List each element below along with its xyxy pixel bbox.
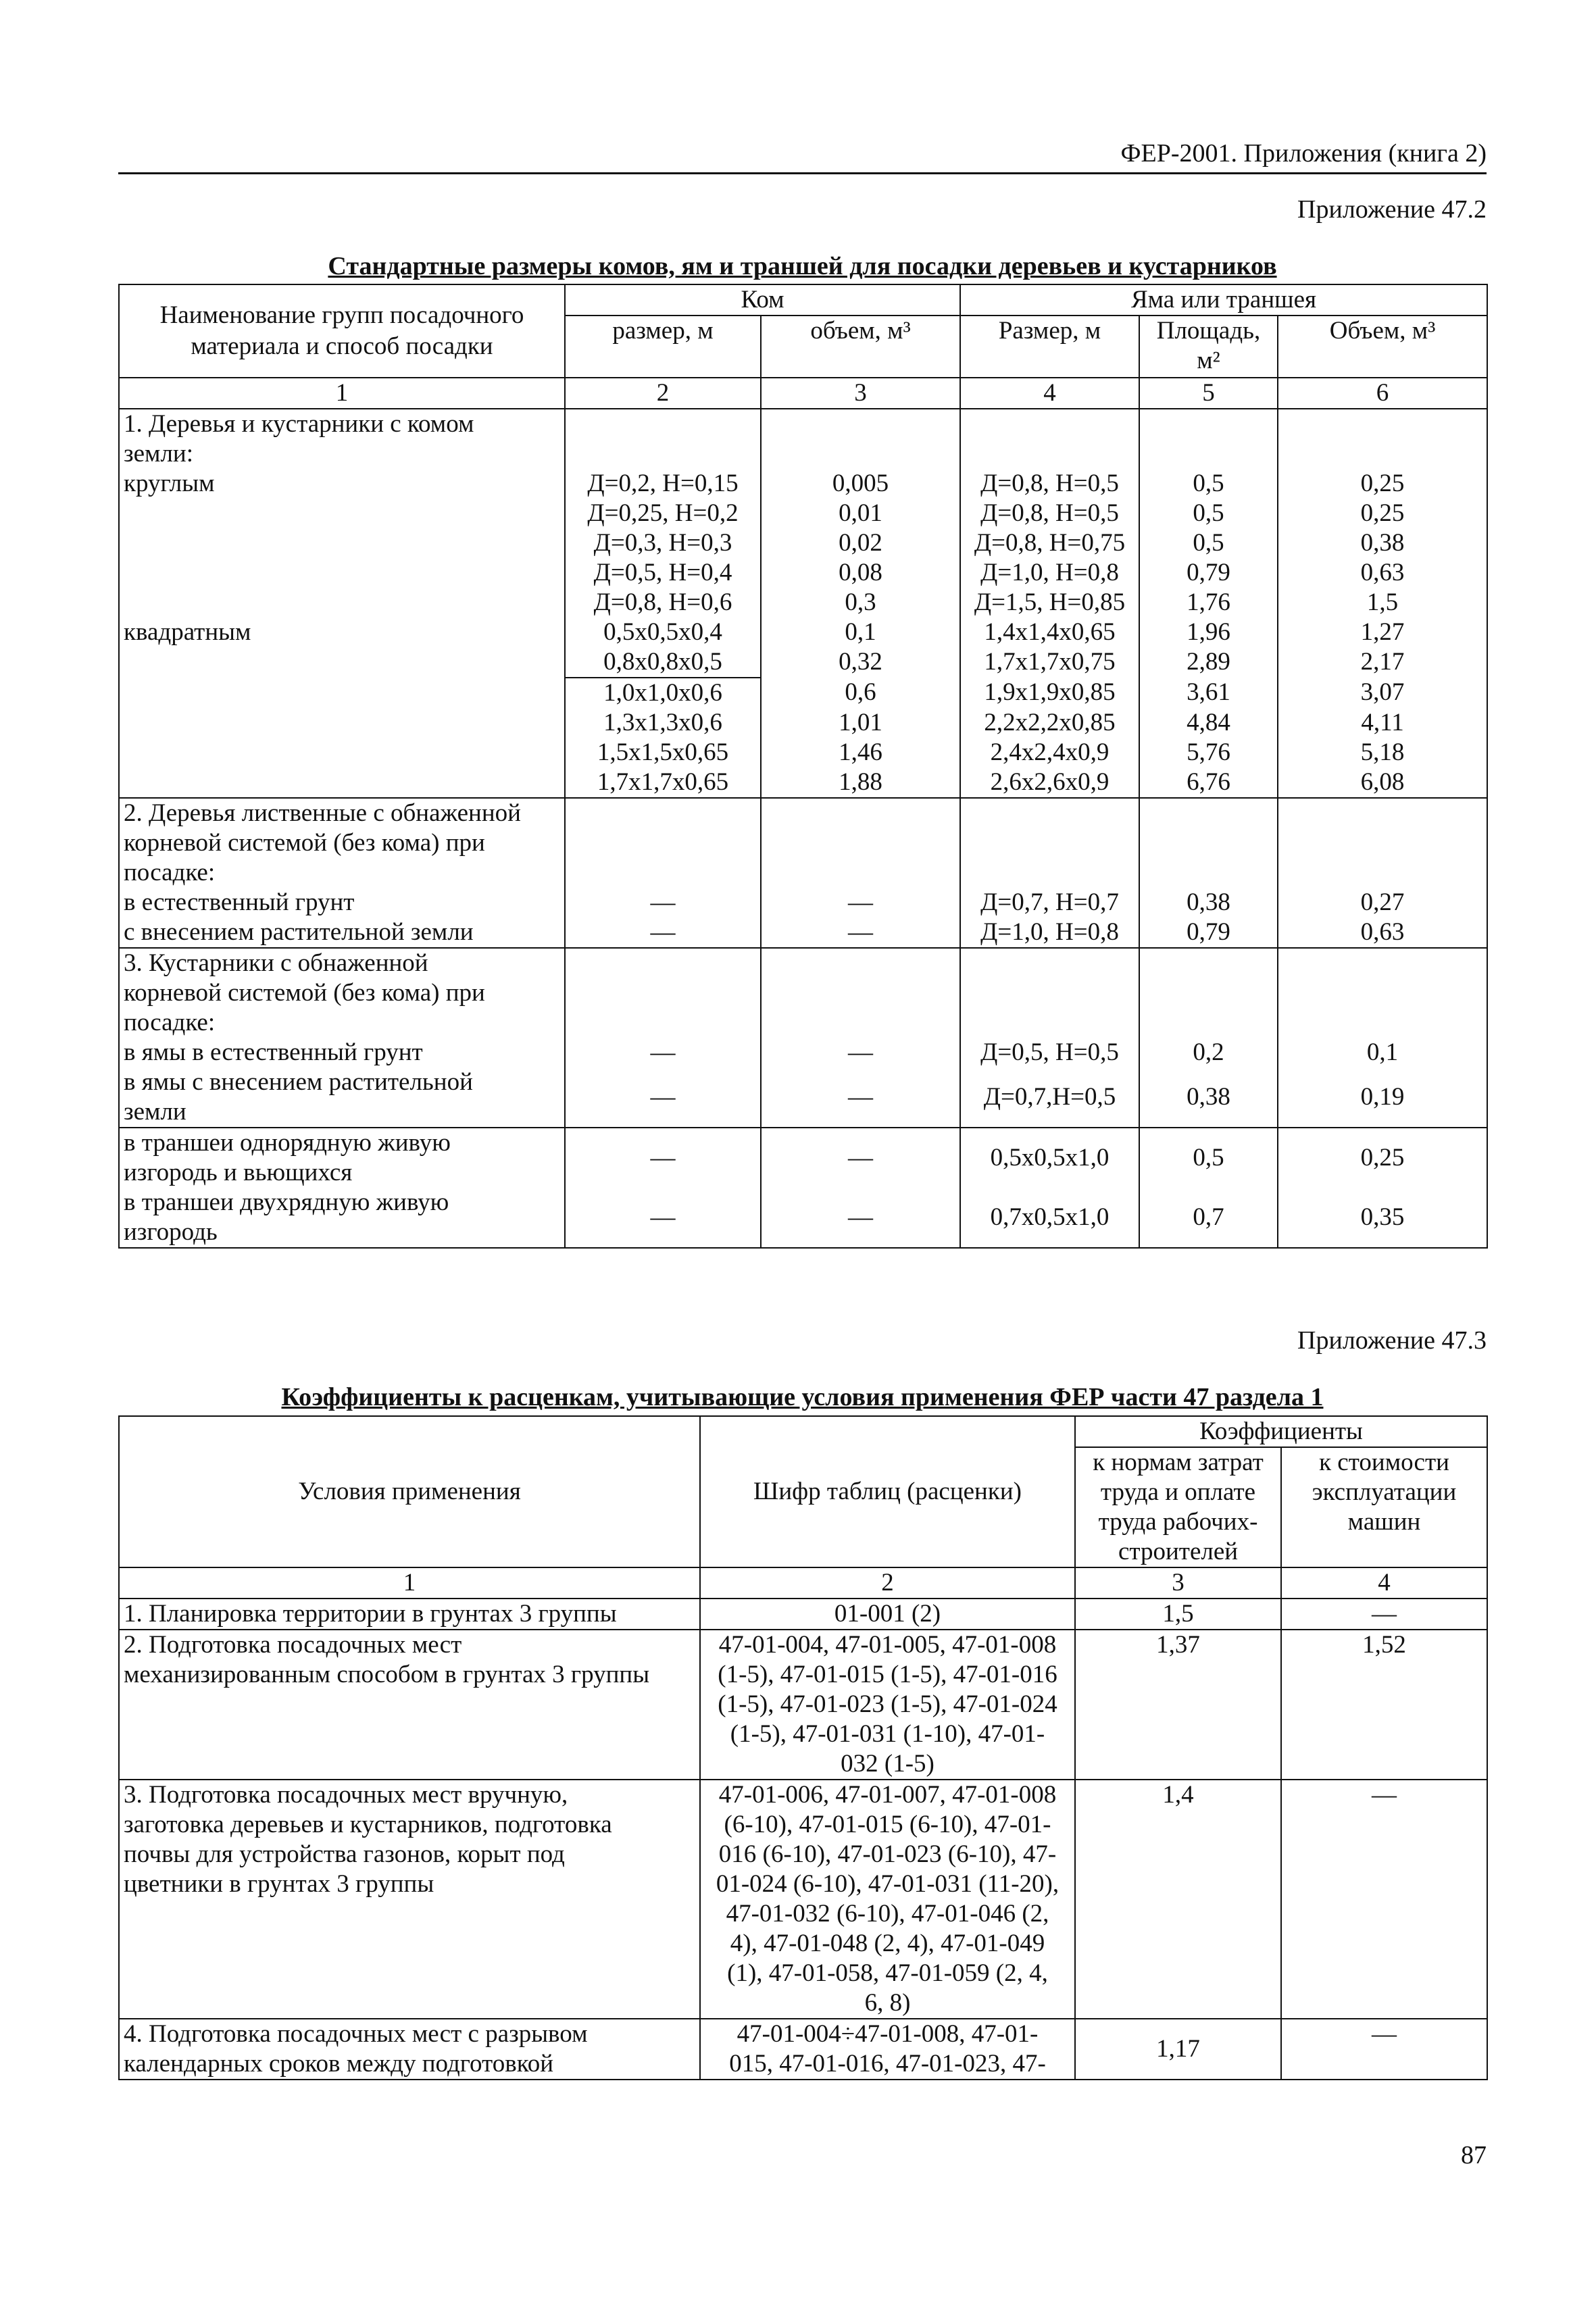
code-line: 01-001 (2): [834, 1600, 941, 1628]
cell: —: [761, 1128, 960, 1188]
table-row: [119, 1599, 1487, 1630]
col-head-kom: Ком: [565, 284, 960, 316]
col-number: 1: [119, 1567, 700, 1599]
cell: 1,4х1,4х0,65: [960, 618, 1139, 647]
code-cell: [700, 2019, 1075, 2080]
cell: Д=0,8, Н=0,6: [565, 588, 761, 618]
table-row: [119, 2019, 1487, 2080]
code-line: (1-5), 47-01-023 (1-5), 47-01-024: [718, 1690, 1057, 1718]
cell: 0,38: [1139, 1067, 1278, 1128]
cell: 0,35: [1278, 1188, 1487, 1248]
cell: —: [565, 1067, 761, 1128]
cell: 0,6: [761, 678, 960, 708]
code-line: 6, 8): [864, 1989, 911, 2017]
table-row: [119, 1038, 1487, 1067]
cell: 1,27: [1278, 618, 1487, 647]
cell: 0,005: [761, 469, 960, 499]
cell: 1,9х1,9х0,85: [960, 678, 1139, 708]
row-label: в ямы в естественный грунт: [119, 1038, 565, 1067]
code-line: (1-5), 47-01-031 (1-10), 47-01-: [730, 1720, 1045, 1748]
cell: 3,61: [1139, 678, 1278, 708]
section-title: [119, 798, 565, 888]
cell: 3,07: [1278, 678, 1487, 708]
col-head-line: к нормам затрат: [1093, 1449, 1264, 1476]
cell: 0,5: [1139, 1128, 1278, 1188]
coef-labor: 1,17: [1075, 2019, 1281, 2080]
section-title: земли:: [119, 439, 565, 469]
table-row: [119, 499, 1487, 528]
col-head-machines: [1281, 1447, 1487, 1567]
cell: 4,11: [1278, 708, 1487, 738]
cell: 0,63: [1278, 917, 1487, 948]
code-line: 4), 47-01-048 (2, 4), 47-01-049: [730, 1930, 1045, 1957]
table-row: [119, 1630, 1487, 1780]
table-row: [119, 618, 1487, 647]
col-number: 2: [565, 378, 761, 409]
cell: 1,76: [1139, 588, 1278, 618]
cell: 0,38: [1139, 888, 1278, 917]
cell: —: [565, 1128, 761, 1188]
cell: —: [565, 1038, 761, 1067]
table-row: [119, 1780, 1487, 2019]
row-label: в естественный грунт: [119, 888, 565, 917]
col-head-yama-size: Размер, м: [960, 316, 1139, 378]
col-head-line: к стоимости: [1319, 1449, 1449, 1476]
col-number: 4: [960, 378, 1139, 409]
cell: 2,4х2,4х0,9: [960, 738, 1139, 768]
condition-line: календарных сроков между подготовкой: [124, 2050, 554, 2078]
section-title-line: корневой системой (без кома) при: [124, 979, 485, 1007]
col-head-yama: Яма или траншея: [960, 284, 1487, 316]
col-head-codes: Шифр таблиц (расценки): [700, 1416, 1075, 1567]
cell: 0,2: [1139, 1038, 1278, 1067]
cell: Д=0,25, Н=0,2: [565, 499, 761, 528]
cell: 0,7х0,5х1,0: [960, 1188, 1139, 1248]
condition-line: заготовка деревьев и кустарников, подготовка: [124, 1811, 612, 1838]
appendix-47-3-label: Приложение 47.3: [1297, 1326, 1487, 1355]
cell: Д=0,8, Н=0,75: [960, 528, 1139, 558]
cell: 1,96: [1139, 618, 1278, 647]
cell: 1,5х1,5х0,65: [565, 738, 761, 768]
cell: 0,79: [1139, 917, 1278, 948]
cell: —: [565, 888, 761, 917]
cell: 0,38: [1278, 528, 1487, 558]
cell: 0,8х0,8х0,5: [565, 647, 761, 678]
row-label: [119, 1188, 565, 1248]
table-row: [119, 888, 1487, 917]
condition-line: почвы для устройства газонов, корыт под: [124, 1840, 565, 1868]
cell: 0,3: [761, 588, 960, 618]
table-row: [119, 708, 1487, 738]
col-number: 1: [119, 378, 565, 409]
row-label: с внесением растительной земли: [119, 917, 565, 948]
col-head-coefficients: Коэффициенты: [1075, 1416, 1487, 1447]
cell: 0,5: [1139, 469, 1278, 499]
code-line: (6-10), 47-01-015 (6-10), 47-01-: [724, 1811, 1051, 1838]
cell: 0,1: [1278, 1038, 1487, 1067]
cell: 1,3х1,3х0,6: [565, 708, 761, 738]
row-label-line: земли: [124, 1098, 186, 1126]
coefficients-table: [118, 1415, 1488, 2080]
cell: 1,01: [761, 708, 960, 738]
col-number: 5: [1139, 378, 1278, 409]
condition-line: цветники в грунтах 3 группы: [124, 1870, 434, 1898]
col-head-line: труда рабочих-: [1098, 1508, 1258, 1536]
coef-labor: 1,37: [1075, 1630, 1281, 1780]
condition-line: 1. Планировка территории в грунтах 3 группы: [124, 1600, 617, 1628]
cell: 0,5: [1139, 528, 1278, 558]
col-head-kom-size: размер, м: [565, 316, 761, 378]
col-number: 2: [700, 1567, 1075, 1599]
section-title-line: посадке:: [124, 859, 216, 886]
cell: 0,1: [761, 618, 960, 647]
cell: 4,84: [1139, 708, 1278, 738]
condition-line: 2. Подготовка посадочных мест: [124, 1631, 462, 1659]
row-label-line: изгородь и вьющихся: [124, 1159, 353, 1186]
row-label: [119, 1128, 565, 1188]
planting-sizes-table: [118, 284, 1488, 1249]
cell: Д=0,2, Н=0,15: [565, 469, 761, 499]
cell: Д=1,0, Н=0,8: [960, 917, 1139, 948]
cell: 0,25: [1278, 1128, 1487, 1188]
cell: 2,89: [1139, 647, 1278, 678]
cell: Д=0,5, Н=0,5: [960, 1038, 1139, 1067]
cell: Д=1,5, Н=0,85: [960, 588, 1139, 618]
col-head-line: машин: [1347, 1508, 1421, 1536]
col-number: 3: [761, 378, 960, 409]
cell: 5,18: [1278, 738, 1487, 768]
col-number: 3: [1075, 1567, 1281, 1599]
coef-machines: 1,52: [1281, 1630, 1487, 1780]
cell: 0,25: [1278, 499, 1487, 528]
table-row: [119, 588, 1487, 618]
row-label-round: круглым: [119, 469, 565, 499]
cell: Д=0,8, Н=0,5: [960, 469, 1139, 499]
condition-cell: [119, 1630, 700, 1780]
cell: —: [761, 1038, 960, 1067]
cell: Д=0,8, Н=0,5: [960, 499, 1139, 528]
code-line: 47-01-032 (6-10), 47-01-046 (2,: [726, 1900, 1049, 1928]
section-title-line: корневой системой (без кома) при: [124, 829, 485, 857]
cell: Д=0,3, Н=0,3: [565, 528, 761, 558]
coef-machines: —: [1281, 1599, 1487, 1630]
cell: 1,46: [761, 738, 960, 768]
cell: 2,2х2,2х0,85: [960, 708, 1139, 738]
cell: 0,5: [1139, 499, 1278, 528]
code-line: (1), 47-01-058, 47-01-059 (2, 4,: [727, 1959, 1048, 1987]
code-line: 47-01-006, 47-01-007, 47-01-008: [718, 1781, 1057, 1809]
cell: 0,7: [1139, 1188, 1278, 1248]
col-head-line: эксплуатации: [1312, 1478, 1457, 1506]
col-number: 6: [1278, 378, 1487, 409]
row-label-line: в траншеи однорядную живую: [124, 1129, 451, 1157]
section-title-line: 3. Кустарники с обнаженной: [124, 949, 428, 977]
section-title-line: посадке:: [124, 1009, 216, 1036]
table-row: [119, 558, 1487, 588]
condition-line: 3. Подготовка посадочных мест вручную,: [124, 1781, 568, 1809]
table-row: [119, 528, 1487, 558]
cell: Д=1,0, Н=0,8: [960, 558, 1139, 588]
col-head-yama-volume: Объем, м³: [1278, 316, 1487, 378]
table-row: [119, 768, 1487, 798]
cell: 0,27: [1278, 888, 1487, 917]
header-rule: [118, 172, 1487, 174]
appendix-47-2-title: Стандартные размеры комов, ям и траншей для посадки деревьев и кустарников: [328, 252, 1277, 280]
col-head-conditions: Условия применения: [119, 1416, 700, 1567]
cell: —: [761, 888, 960, 917]
cell: 0,5х0,5х0,4: [565, 618, 761, 647]
cell: 1,5: [1278, 588, 1487, 618]
col-head-line: строителей: [1118, 1538, 1239, 1565]
appendix-47-2-label: Приложение 47.2: [1297, 195, 1487, 224]
cell: 0,01: [761, 499, 960, 528]
cell: 0,32: [761, 647, 960, 678]
code-cell: [700, 1630, 1075, 1780]
code-line: 015, 47-01-016, 47-01-023, 47-: [729, 2050, 1046, 2078]
page-number: 87: [1461, 2141, 1487, 2169]
condition-line: механизированным способом в грунтах 3 группы: [124, 1661, 650, 1688]
table-row: [119, 1067, 1487, 1128]
row-label-line: в траншеи двухрядную живую: [124, 1188, 449, 1216]
cell: 0,79: [1139, 558, 1278, 588]
cell: —: [761, 1188, 960, 1248]
cell: 0,63: [1278, 558, 1487, 588]
col-head-line: труда и оплате: [1100, 1478, 1256, 1506]
cell: —: [565, 917, 761, 948]
code-cell: [700, 1599, 1075, 1630]
cell: 1,7х1,7х0,75: [960, 647, 1139, 678]
coef-machines: —: [1281, 1780, 1487, 2019]
cell: 0,19: [1278, 1067, 1487, 1128]
table-row: [119, 647, 1487, 678]
code-line: 47-01-004, 47-01-005, 47-01-008: [718, 1631, 1057, 1659]
table-row: [119, 738, 1487, 768]
condition-cell: [119, 2019, 700, 2080]
cell: 5,76: [1139, 738, 1278, 768]
cell: 0,5х0,5х1,0: [960, 1128, 1139, 1188]
cell: 1,7х1,7х0,65: [565, 768, 761, 798]
code-line: (1-5), 47-01-015 (1-5), 47-01-016: [718, 1661, 1057, 1688]
section-title-line: 2. Деревья лиственные с обнаженной: [124, 799, 521, 827]
cell: 0,08: [761, 558, 960, 588]
cell: 2,17: [1278, 647, 1487, 678]
table-row: [119, 469, 1487, 499]
cell: 6,08: [1278, 768, 1487, 798]
coef-labor: 1,4: [1075, 1780, 1281, 2019]
table-row: [119, 1188, 1487, 1248]
cell: 2,6х2,6х0,9: [960, 768, 1139, 798]
col-head-kom-volume: объем, м³: [761, 316, 960, 378]
appendix-47-3-title: Коэффициенты к расценкам, учитывающие условия применения ФЕР части 47 раздела 1: [281, 1383, 1324, 1411]
cell: 1,88: [761, 768, 960, 798]
col-head-labor: [1075, 1447, 1281, 1567]
condition-cell: [119, 1599, 700, 1630]
table-row: [119, 678, 1487, 708]
row-label-square: квадратным: [119, 618, 565, 647]
section-title: [119, 948, 565, 1038]
cell: Д=0,7,Н=0,5: [960, 1067, 1139, 1128]
condition-line: 4. Подготовка посадочных мест с разрывом: [124, 2020, 588, 2048]
cell: Д=0,7, Н=0,7: [960, 888, 1139, 917]
cell: —: [761, 917, 960, 948]
section-title: 1. Деревья и кустарники с комом: [119, 409, 565, 439]
table-row: [119, 1128, 1487, 1188]
code-line: 01-024 (6-10), 47-01-031 (11-20),: [716, 1870, 1059, 1898]
row-label-line: изгородь: [124, 1218, 218, 1246]
cell: —: [761, 1067, 960, 1128]
condition-cell: [119, 1780, 700, 2019]
code-line: 032 (1-5): [841, 1750, 934, 1778]
col-head-group: Наименование групп посадочного материала и способ посадки: [119, 284, 565, 378]
code-line: 016 (6-10), 47-01-023 (6-10), 47-: [718, 1840, 1057, 1868]
table-row: [119, 917, 1487, 948]
coef-machines: —: [1281, 2019, 1487, 2080]
row-label-line: в ямы с внесением растительной: [124, 1068, 473, 1096]
cell: 6,76: [1139, 768, 1278, 798]
cell: 0,25: [1278, 469, 1487, 499]
cell: Д=0,5, Н=0,4: [565, 558, 761, 588]
coef-labor: 1,5: [1075, 1599, 1281, 1630]
row-label: [119, 1067, 565, 1128]
cell: 0,02: [761, 528, 960, 558]
cell: 1,0х1,0х0,6: [565, 678, 761, 708]
col-head-yama-area: Площадь, м²: [1139, 316, 1278, 378]
cell: —: [565, 1188, 761, 1248]
code-cell: [700, 1780, 1075, 2019]
code-line: 47-01-004÷47-01-008, 47-01-: [737, 2020, 1039, 2048]
running-header: ФЕР-2001. Приложения (книга 2): [1120, 139, 1487, 168]
col-number: 4: [1281, 1567, 1487, 1599]
